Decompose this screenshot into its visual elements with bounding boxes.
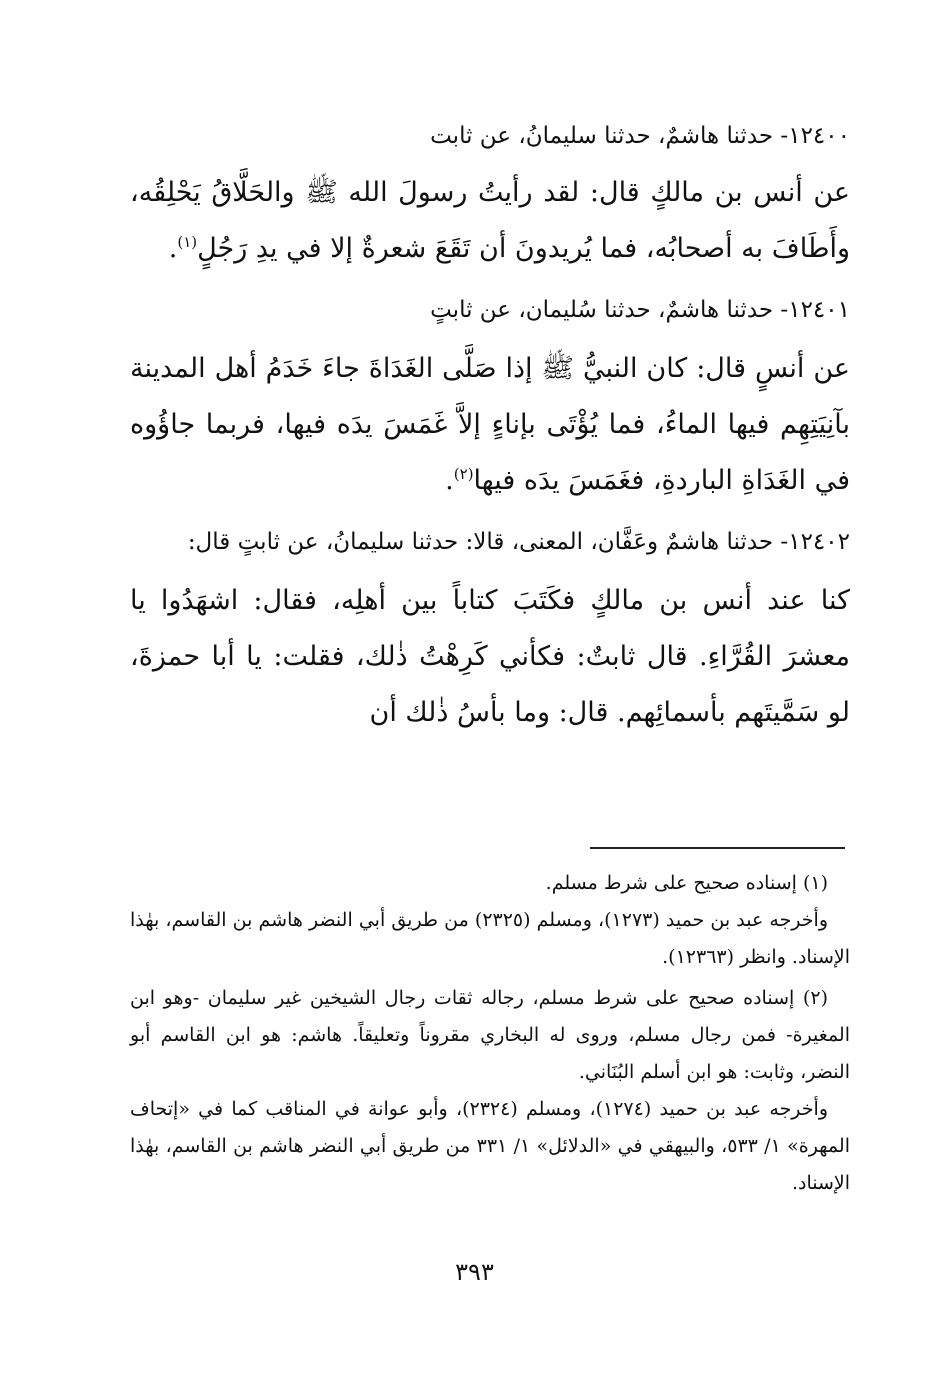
footnotes [130, 865, 850, 1202]
hadith-isnad: ١٢٤٠٢- حدثنا هاشمٌ وعَفَّان، المعنى، قالا: حدثنا سليمانُ، عن ثابتٍ قال: [187, 529, 850, 555]
hadith-matn-end: . [445, 465, 454, 496]
hadith-isnad: ١٢٤٠١- حدثنا هاشمٌ، حدثنا سُليمان، عن ثابتٍ [430, 297, 850, 323]
page-number: ٣٩٣ [455, 1258, 494, 1286]
hadith-matn-text: عن أنس بن مالكٍ قال: لقد رأيتُ رسولَ الله ﷺ والحَلَّاقُ يَحْلِقُه، وأَطَافَ به أصحابُه، فما يُريدونَ أن تَقَعَ شعرةٌ إلا في يدِ رَجُلٍ [130, 177, 850, 264]
hadith-12402 [130, 521, 850, 741]
hadith-matn [130, 165, 850, 277]
hadith-12401 [130, 289, 850, 509]
footnote-1-continued: وأخرجه عبد بن حميد (١٢٧٣)، ومسلم (٢٣٢٥) من طريق أبي النضر هاشم بن القاسم، بهٰذا الإسناد. وانظر (١٢٣٦٣). [130, 909, 850, 968]
footnote-divider [590, 847, 845, 849]
footnote-ref: (٢) [453, 465, 474, 483]
main-text [130, 115, 850, 753]
hadith-12400 [130, 115, 850, 277]
footnote-1: (١) إسناده صحيح على شرط مسلم. [545, 872, 828, 894]
hadith-matn [130, 341, 850, 509]
hadith-isnad: ١٢٤٠٠- حدثنا هاشمٌ، حدثنا سليمانُ، عن ثابت [430, 123, 850, 149]
hadith-matn-text: كنا عند أنس بن مالكٍ فكَتَبَ كتاباً بين أهلِه، فقال: اشهَدُوا يا معشرَ القُرَّاءِ. قال ثابتٌ: فكأني كَرِهْتُ ذٰلك، فقلت: يا أبا حمزةَ، لو سَمَّيتَهم بأسمائِهم. قال: وما بأسُ ذٰلك أن [130, 585, 850, 728]
footnote-2: (٢) إسناده صحيح على شرط مسلم، رجاله ثقات رجال الشيخين غير سليمان -وهو ابن المغيرة- فمن رجال مسلم، وروى له البخاري مقروناً وتعليقاً. هاشم: هو ابن القاسم أبو النضر، وثابت: هو ابن أسلم البُنَاني. [130, 987, 850, 1083]
hadith-matn [130, 573, 850, 741]
footnote-ref: (١) [177, 233, 198, 251]
hadith-matn-end: . [168, 233, 178, 264]
hadith-matn-text: عن أنسٍ قال: كان النبيُّ ﷺ إذا صَلَّى الغَدَاةَ جاءَ خَدَمُ أهل المدينة بآنِيَتِهِم فيها الماءُ، فما يُؤْتَى بإناءٍ إلاَّ غَمَسَ يدَه فيها، فربما جاؤُوه في الغَدَاةِ الباردةِ، فغَمَسَ يدَه فيها [130, 353, 850, 496]
footnote-2-continued: وأخرجه عبد بن حميد (١٢٧٤)، ومسلم (٢٣٢٤)، وأبو عوانة في المناقب كما في «إتحاف المهرة» ١/ ٥٣٣، والبيهقي في «الدلائل» ١/ ٣٣١ من طريق أبي النضر هاشم بن القاسم، بهٰذا الإسناد. [130, 1098, 850, 1194]
